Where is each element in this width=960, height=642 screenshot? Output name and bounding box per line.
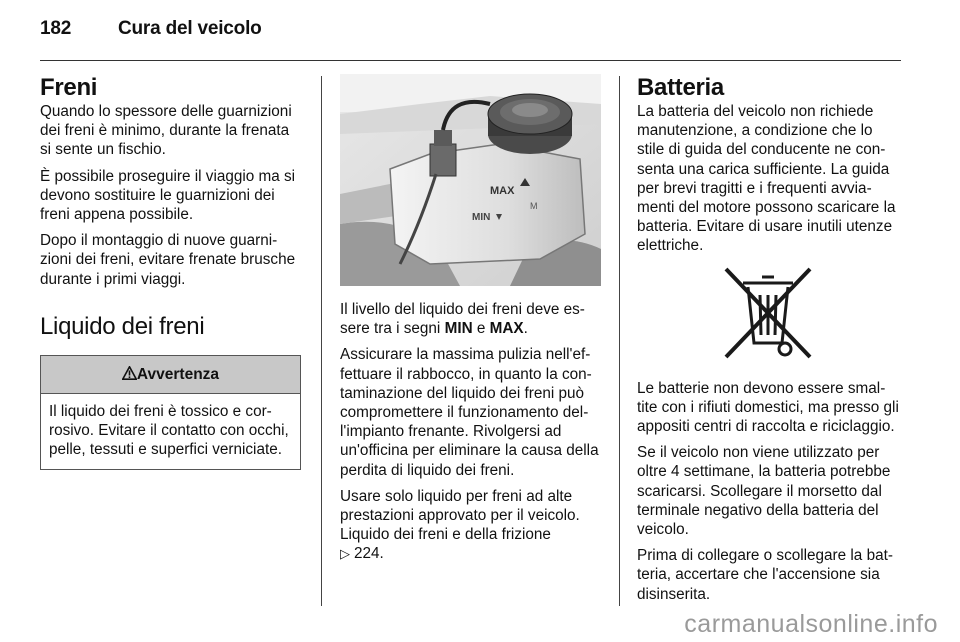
page-number: 182	[40, 18, 72, 39]
text-span: e	[472, 320, 490, 338]
paragraph: Prima di collegare o scollegare la batteria, accertare che l'accensione sia disinserita.	[637, 547, 893, 603]
svg-text:M: M	[530, 201, 538, 211]
column-divider	[619, 76, 620, 606]
paragraph: Assicurare la massima pulizia nell'effettuare il rabbocco, in quanto la contaminazione del liquido dei freni può compromettere il funzionamento dell'impianto frenante. Rivolgersi ad un'officina per eliminare la causa della perdita di liquido dei freni.	[340, 346, 599, 479]
reference-page-link[interactable]: 224.	[354, 545, 384, 563]
heading-freni: Freni	[40, 74, 98, 101]
watermark: carmanualsonline.info	[684, 610, 938, 638]
text-span: Il livello del liquido dei freni deve essere tra i segni	[340, 301, 585, 338]
header-divider	[40, 60, 901, 61]
paragraph: È possibile proseguire il viaggio ma si devono sostituire le guarnizioni dei freni appena possibile.	[40, 167, 296, 224]
paragraph: Dopo il montaggio di nuove guarnizioni dei freni, evitare frenate brusche durante i primi viaggi.	[40, 232, 296, 288]
reference-arrow-icon: ▷	[340, 546, 350, 562]
warning-triangle-icon	[122, 366, 137, 380]
warning-box	[40, 355, 301, 471]
paragraph: Le batterie non devono essere smaltite con i rifiuti domestici, ma presso gli appositi centri di raccolta e riciclaggio.	[637, 379, 899, 436]
paragraph: Quando lo spessore delle guarnizioni dei freni è minimo, durante la frenata si sente un fischio.	[40, 103, 292, 159]
min-label: MIN	[444, 320, 473, 338]
warning-text: Il liquido dei freni è tossico e corrosivo. Evitare il contatto con occhi, pelle, tessuti e superfici verniciate.	[49, 402, 289, 459]
brake-fluid-reservoir-photo	[340, 74, 601, 286]
text-span: Usare solo liquido per freni ad alte prestazioni approvato per il veicolo. Liquido dei freni e della frizione	[340, 487, 580, 544]
warning-title: Avvertenza	[136, 365, 220, 383]
paragraph: La batteria del veicolo non richiede manutenzione, a condizione che lo stile di guida del conducente ne consenta una carica sufficiente. La guida per brevi tragitti e i frequenti avviamenti del motore possono scaricare la batteria. Evitare di usare inutili utenze elettriche.	[637, 103, 896, 255]
text-span: .	[523, 320, 528, 338]
column-brakes	[40, 74, 302, 470]
heading-liquido-freni: Liquido dei freni	[40, 312, 205, 340]
section-title: Cura del veicolo	[118, 18, 262, 39]
min-mark-label: MIN	[472, 212, 491, 223]
paragraph: Se il veicolo non viene utilizzato per oltre 4 settimane, la batteria potrebbe scaricarsi. Scollegare il morsetto dal terminale negativo della batteria del veicolo.	[637, 444, 891, 539]
column-divider	[321, 76, 322, 606]
page-header	[40, 18, 262, 40]
crossed-out-wheelie-bin-icon	[718, 263, 818, 363]
warning-header	[41, 356, 300, 394]
heading-batteria: Batteria	[637, 74, 724, 101]
paragraph-min-max	[340, 300, 602, 338]
column-battery	[637, 74, 899, 611]
column-brake-fluid	[340, 74, 602, 571]
max-mark-label: MAX	[490, 185, 515, 197]
paragraph-ref	[340, 487, 602, 564]
max-label: MAX	[489, 320, 524, 338]
